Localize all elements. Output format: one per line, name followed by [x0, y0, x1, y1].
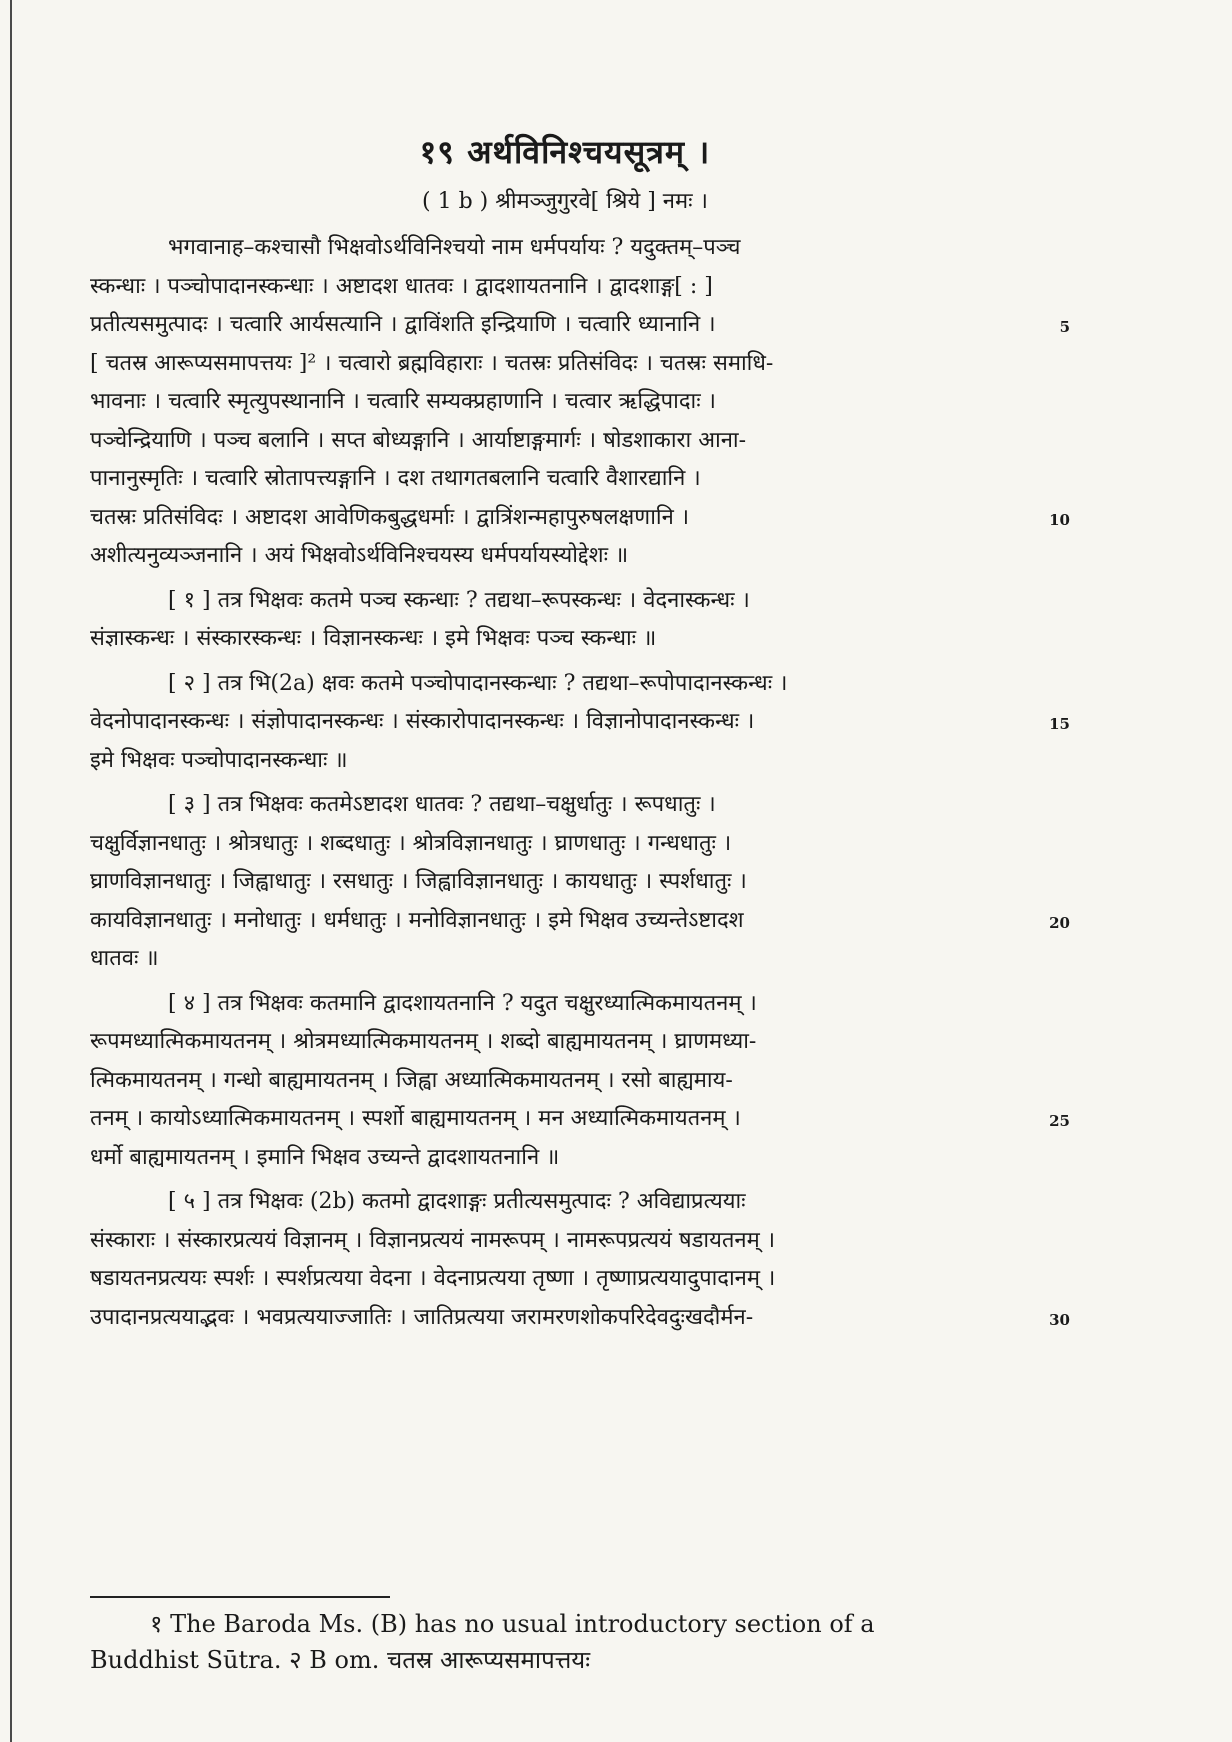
line-text: [ ४ ] तत्र भिक्षवः कतमानि द्वादशायतनानि ? यदुत चक्षुरध्यात्मिकमायतनम् । [168, 990, 757, 1016]
line-text: [ २ ] तत्र भि(2a) क्षवः कतमे पञ्चोपादानस्कन्धाः ? तद्यथा–रूपोपादानस्कन्धः । [168, 670, 788, 696]
line-text: प्रतीत्यसमुत्पादः । चत्वारि आर्यसत्यानि । द्वाविंशति इन्द्रियाणि । चत्वारि ध्यानानि । [90, 312, 716, 337]
line-text: भावनाः । चत्वारि स्मृत्युपस्थानानि । चत्वारि सम्यक्प्रहाणानि । चत्वार ऋद्धिपादाः । [90, 389, 717, 414]
text-line [90, 582, 1040, 621]
text-line [90, 1183, 1040, 1222]
text-line [90, 902, 1070, 941]
line-number: 15 [1049, 715, 1070, 733]
text-line [90, 1062, 1040, 1101]
line-text: घ्राणविज्ञानधातुः । जिह्वाधातुः । रसधातुः । जिह्वाविज्ञानधातुः । कायधातुः । स्पर्शधातुः । [90, 869, 747, 894]
line-text: धातवः ॥ [90, 946, 159, 971]
line-text: भगवानाह–कश्चासौ भिक्षवोऽर्थविनिश्चयो नाम धर्मपर्यायः ? यदुक्तम्–पञ्च [168, 235, 741, 260]
text-line [90, 537, 1040, 576]
text-line [90, 229, 1040, 268]
line-text: [ ३ ] तत्र भिक्षवः कतमेऽष्टादश धातवः ? तद्यथा–चक्षुर्धातुः । रूपधातुः । [168, 792, 716, 817]
text-line [90, 1139, 1040, 1178]
text-line [90, 1260, 1040, 1299]
text-line [90, 1222, 1040, 1261]
paragraph [90, 985, 1070, 1178]
page-edge-rule [10, 0, 12, 1742]
text-line [90, 1023, 1040, 1062]
invocation-line: ( 1 b ) श्रीमञ्जुगुरवे[ श्रिये ] नमः । [422, 189, 708, 214]
line-text: चक्षुर्विज्ञानधातुः । श्रोत्रधातुः । शब्दधातुः । श्रोत्रविज्ञानधातुः । घ्राणधातुः । गन्धधातुः । [90, 830, 732, 856]
line-text: उपादानप्रत्ययाद्भवः । भवप्रत्ययाज्जातिः । जातिप्रत्यया जरामरणशोकपरिदेवदुःखदौर्मन- [90, 1304, 754, 1330]
line-text: [ १ ] तत्र भिक्षवः कतमे पञ्च स्कन्धाः ? तद्यथा–रूपस्कन्धः । वेदनास्कन्धः । [168, 587, 750, 613]
line-text: [ ५ ] तत्र भिक्षवः (2b) कतमो द्वादशाङ्गः प्रतीत्यसमुत्पादः ? अविद्याप्रत्ययाः [168, 1189, 746, 1214]
line-text: तनम् । कायोऽध्यात्मिकमायतनम् । स्पर्शो बाह्यमायतनम् । मन अध्यात्मिकमायतनम् । [90, 1106, 741, 1131]
footnote-line: Buddhist Sūtra. २ B om. चतस्र आरूप्यसमापत्तयः [90, 1646, 591, 1674]
paragraph [90, 786, 1070, 979]
line-number: 25 [1049, 1112, 1070, 1130]
line-text: धर्मो बाह्यमायतनम् । इमानि भिक्षव उच्यन्ते द्वादशायतनानि ॥ [90, 1144, 560, 1170]
text-line [90, 460, 1040, 499]
footnotes [90, 1596, 1030, 1678]
paragraph [90, 229, 1070, 576]
line-text: त्मिकमायतनम् । गन्धो बाह्यमायतनम् । जिह्वा अध्यात्मिकमायतनम् । रसो बाह्यमाय- [90, 1067, 733, 1093]
text-line [90, 306, 1070, 345]
text-line [90, 345, 1040, 384]
page-body [90, 130, 1070, 1343]
line-text: रूपमध्यात्मिकमायतनम् । श्रोत्रमध्यात्मिकमायतनम् । शब्दो बाह्यमायतनम् । घ्राणमध्या- [90, 1029, 757, 1054]
paragraph [90, 665, 1070, 781]
line-text: स्कन्धाः । पञ्चोपादानस्कन्धाः । अष्टादश धातवः । द्वादशायतनानि । द्वादशाङ्ग[ : ] [90, 273, 713, 299]
line-text: षडायतनप्रत्ययः स्पर्शः । स्पर्शप्रत्यया वेदना । वेदनाप्रत्यया तृष्णा । तृष्णाप्रत्ययादुपादानम् । [90, 1266, 776, 1291]
line-text: पञ्चेन्द्रियाणि । पञ्च बलानि । सप्त बोध्यङ्गानि । आर्याष्टाङ्गमार्गः । षोडशाकारा आना- [90, 427, 747, 453]
line-number: 10 [1049, 510, 1070, 529]
line-text: वेदनोपादानस्कन्धः । संज्ञोपादानस्कन्धः । संस्कारोपादानस्कन्धः । विज्ञानोपादानस्कन्धः । [90, 709, 755, 734]
text-body [90, 229, 1070, 1337]
line-text: चतस्रः प्रतिसंविदः । अष्टादश आवेणिकबुद्धधर्माः । द्वात्रिंशन्महापुरुषलक्षणानि । [90, 504, 690, 530]
page-title: १९ अर्थविनिश्चयसूत्रम् । [419, 133, 711, 171]
text-line [90, 742, 1040, 781]
paragraph [90, 582, 1040, 659]
text-line [90, 985, 1040, 1024]
text-line [90, 1299, 1070, 1338]
line-number: 5 [1059, 318, 1070, 336]
footnote-rule [90, 1596, 390, 1598]
paragraph [90, 1183, 1070, 1337]
text-line [90, 620, 1040, 659]
text-line [90, 703, 1070, 742]
text-line [90, 825, 1040, 864]
line-number: 20 [1049, 913, 1070, 932]
text-line [90, 422, 1040, 461]
text-line [90, 665, 1040, 704]
footnote-line: १ The Baroda Ms. (B) has no usual introductory section of a [150, 1610, 875, 1638]
line-text: संज्ञास्कन्धः । संस्कारस्कन्धः । विज्ञानस्कन्धः । इमे भिक्षवः पञ्च स्कन्धाः ॥ [90, 626, 657, 651]
line-text: संस्काराः । संस्कारप्रत्ययं विज्ञानम् । विज्ञानप्रत्ययं नामरूपम् । नामरूपप्रत्ययं षडायतनम् । [90, 1227, 776, 1253]
line-text: इमे भिक्षवः पञ्चोपादानस्कन्धाः ॥ [90, 747, 348, 773]
text-line [90, 499, 1070, 538]
text-line [90, 786, 1040, 825]
text-line [90, 268, 1040, 307]
text-line [90, 940, 1040, 979]
line-text: अशीत्यनुव्यञ्जनानि । अयं भिक्षवोऽर्थविनिश्चयस्य धर्मपर्यायस्योद्देशः ॥ [90, 543, 629, 568]
line-text: पानानुस्मृतिः । चत्वारि स्रोतापत्त्यङ्गानि । दश तथागतबलानि चत्वारि वैशारद्यानि । [90, 466, 701, 491]
line-number: 30 [1049, 1310, 1070, 1329]
text-line [90, 1100, 1070, 1139]
line-text: [ चतस्र आरूप्यसमापत्तयः ]² । चत्वारो ब्रह्मविहाराः । चतस्रः प्रतिसंविदः । चतस्रः समाधि- [90, 350, 774, 376]
line-text: कायविज्ञानधातुः । मनोधातुः । धर्मधातुः । मनोविज्ञानधातुः । इमे भिक्षव उच्यन्तेऽष्टादश [90, 907, 744, 933]
text-line [90, 383, 1040, 422]
text-line [90, 863, 1040, 902]
